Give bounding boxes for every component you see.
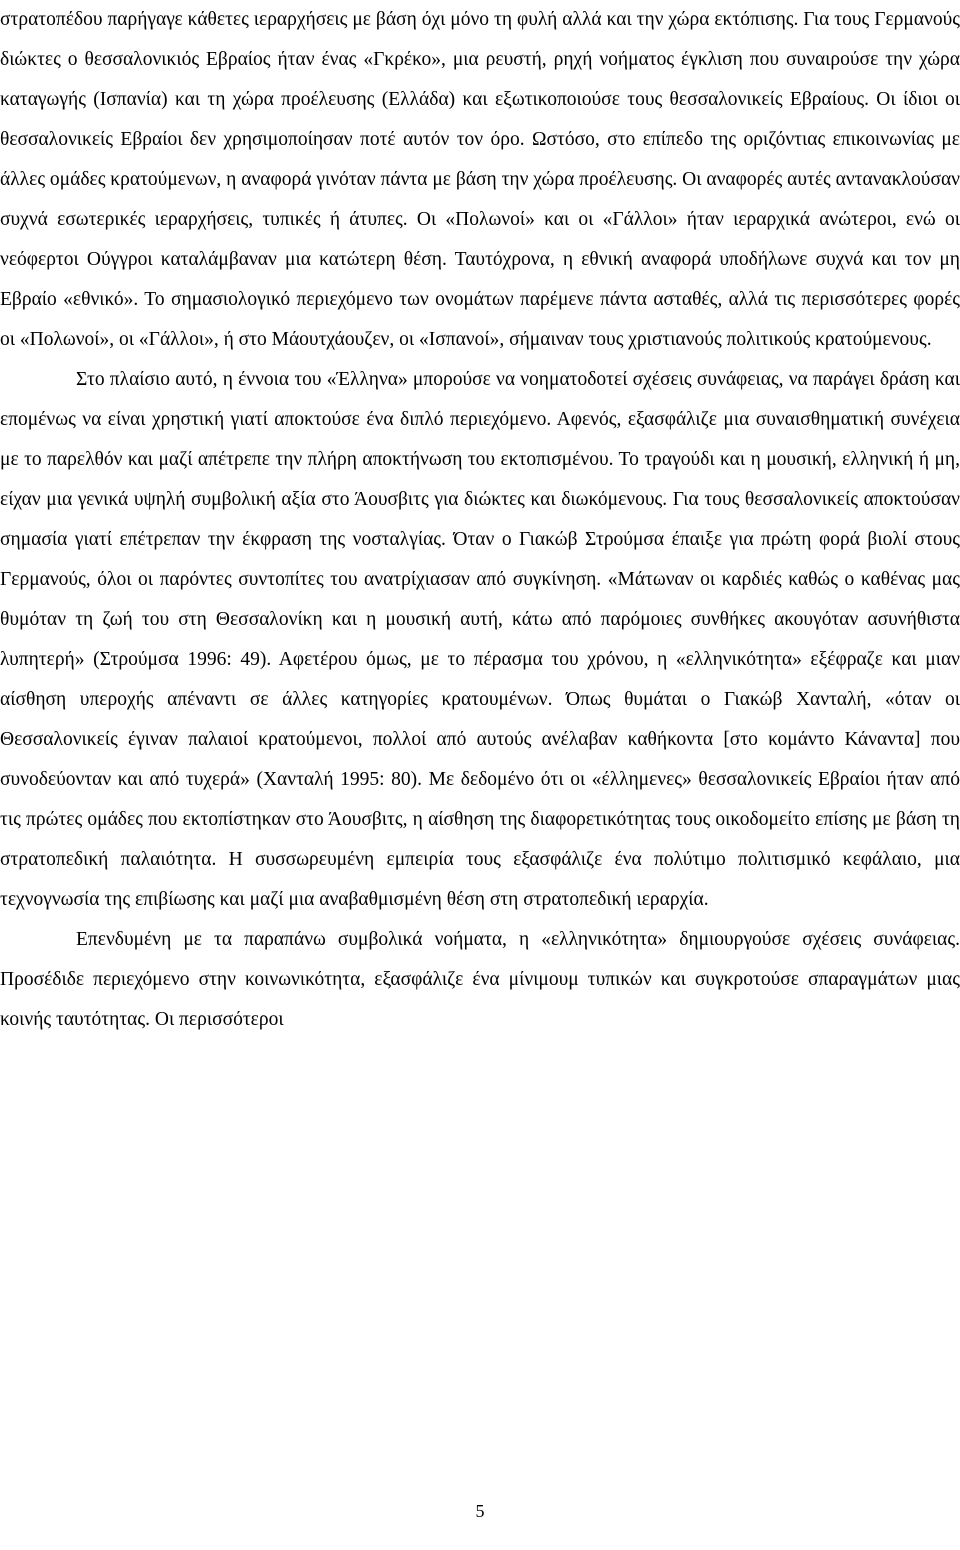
- paragraph-2: Στο πλαίσιο αυτό, η έννοια του «Έλληνα» μπορούσε να νοηματοδοτεί σχέσεις συνάφειας, να παράγει δράση και επομένως να είναι χρηστική γιατί αποκτούσε ένα διπλό περιεχόμενο. Αφενός, εξασφάλιζε μια συναισθηματική συνέχεια με το παρελθόν και μαζί απέτρεπε την πλήρη αποκτήνωση του εκτοπισμένου. Το τραγούδι και η μουσική, ελληνική ή μη, είχαν μια γενικά υψηλή συμβολική αξία στο Άουσβιτς για διώκτες και διωκόμενους. Για τους θεσσαλονικείς αποκτούσαν σημασία γιατί επέτρεπαν την έκφραση της νοσταλγίας. Όταν ο Γιακώβ Στρούμσα έπαιξε για πρώτη φορά βιολί στους Γερμανούς, όλοι οι παρόντες συντοπίτες του ανατρίχιασαν από συγκίνηση. «Μάτωναν οι καρδιές καθώς ο καθένας μας θυμόταν τη ζωή του στη Θεσσαλονίκη και η μουσική αυτή, κάτω από παρόμοιες συνθήκες ακουγόταν ασυνήθιστα λυπητερή» (Στρούμσα 1996: 49). Αφετέρου όμως, με το πέρασμα του χρόνου, η «ελληνικότητα» εξέφραζε και μιαν αίσθηση υπεροχής απέναντι σε άλλες κατηγορίες κρατουμένων. Όπως θυμάται ο Γιακώβ Χανταλή, «όταν οι Θεσσαλονικείς έγιναν παλαιοί κρατούμενοι, πολλοί από αυτούς ανέλαβαν καθήκοντα [στο κομάντο Κάναντα] που συνοδεύονταν και από τυχερά» (Χανταλή 1995: 80). Με δεδομένο ότι οι «έλλημενες» θεσσαλονικείς Εβραίοι ήταν από τις πρώτες ομάδες που εκτοπίστηκαν στο Άουσβιτς, η αίσθηση της διαφορετικότητας τους οικοδομείτο επίσης με βάση τη στρατοπεδική παλαιότητα. Η συσσωρευμένη εμπειρία τους εξασφάλιζε ένα πολύτιμο πολιτισμικό κεφάλαιο, μια τεχνογνωσία της επιβίωσης και μαζί μια αναβαθμισμένη θέση στη στρατοπεδική ιεραρχία.: [0, 369, 960, 910]
- paragraph-1: στρατοπέδου παρήγαγε κάθετες ιεραρχήσεις με βάση όχι μόνο τη φυλή αλλά και την χώρα εκτόπισης. Για τους Γερμανούς διώκτες ο θεσσαλονικιός Εβραίος ήταν ένας «Γκρέκο», μια ρευστή, ρηχή νοήματος έγκλιση που συναιρούσε την χώρα καταγωγής (Ισπανία) και τη χώρα προέλευσης (Ελλάδα) και εξωτικοποιούσε τους θεσσαλονικείς Εβραίους. Οι ίδιοι οι θεσσαλονικείς Εβραίοι δεν χρησιμοποίησαν ποτέ αυτόν τον όρο. Ωστόσο, στο επίπεδο της οριζόντιας επικοινωνίας με άλλες ομάδες κρατούμενων, η αναφορά γινόταν πάντα με βάση την χώρα προέλευσης. Οι αναφορές αυτές αντανακλούσαν συχνά εσωτερικές ιεραρχήσεις, τυπικές ή άτυπες. Οι «Πολωνοί» και οι «Γάλλοι» ήταν ιεραρχικά ανώτεροι, ενώ οι νεόφερτοι Ούγγροι καταλάμβαναν μια κατώτερη θέση. Ταυτόχρονα, η εθνική αναφορά υποδήλωνε συχνά και τον μη Εβραίο «εθνικό». Το σημασιολογικό περιεχόμενο των ονομάτων παρέμενε πάντα ασταθές, αλλά τις περισσότερες φορές οι «Πολωνοί», οι «Γάλλοι», ή στο Μάουτχάουζεν, οι «Ισπανοί», σήμαιναν τους χριστιανούς πολιτικούς κρατούμενους.: [0, 9, 960, 350]
- paragraph-3: Επενδυμένη με τα παραπάνω συμβολικά νοήματα, η «ελληνικότητα» δημιουργούσε σχέσεις συνάφειας. Προσέδιδε περιεχόμενο στην κοινωνικότητα, εξασφάλιζε ένα μίνιμουμ τυπικών και συγκροτούσε σπαραγμάτων μιας κοινής ταυτότητας. Οι περισσότεροι: [0, 929, 960, 1030]
- page-number: 5: [475, 1501, 485, 1521]
